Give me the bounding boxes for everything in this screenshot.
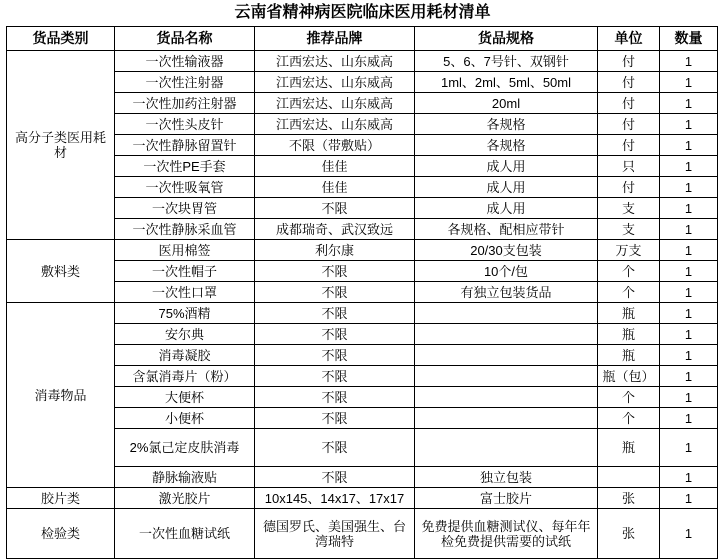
cell-unit: 个 <box>598 408 660 429</box>
column-header-name: 货品名称 <box>115 27 255 51</box>
cell-brand: 德国罗氏、美国强生、台湾瑞特 <box>255 509 415 559</box>
cell-name: 一次性吸氧管 <box>115 177 255 198</box>
cell-unit: 付 <box>598 93 660 114</box>
cell-quantity: 1 <box>660 387 718 408</box>
cell-brand: 不限 <box>255 387 415 408</box>
cell-brand: 不限 <box>255 345 415 366</box>
cell-unit: 支 <box>598 198 660 219</box>
cell-spec <box>415 366 598 387</box>
cell-brand: 不限 <box>255 282 415 303</box>
cell-brand: 成都瑞奇、武汉致远 <box>255 219 415 240</box>
cell-brand: 不限 <box>255 303 415 324</box>
cell-spec: 有独立包装货品 <box>415 282 598 303</box>
cell-brand: 佳佳 <box>255 156 415 177</box>
cell-spec <box>415 303 598 324</box>
cell-category: 胶片类 <box>7 488 115 509</box>
cell-brand: 10x145、14x17、17x17 <box>255 488 415 509</box>
cell-unit: 付 <box>598 114 660 135</box>
cell-name: 一次性口罩 <box>115 282 255 303</box>
cell-brand: 不限 <box>255 324 415 345</box>
cell-category: 检验类 <box>7 509 115 559</box>
cell-name: 一次性静脉采血管 <box>115 219 255 240</box>
cell-brand: 不限 <box>255 198 415 219</box>
cell-name: 医用棉签 <box>115 240 255 261</box>
cell-unit: 瓶 <box>598 324 660 345</box>
cell-unit: 支 <box>598 219 660 240</box>
cell-spec: 20ml <box>415 93 598 114</box>
cell-unit: 付 <box>598 177 660 198</box>
cell-spec <box>415 345 598 366</box>
cell-brand: 江西宏达、山东威高 <box>255 51 415 72</box>
cell-quantity: 1 <box>660 408 718 429</box>
header-row <box>7 27 718 51</box>
cell-quantity: 1 <box>660 114 718 135</box>
cell-quantity: 1 <box>660 240 718 261</box>
column-header-unit: 单位 <box>598 27 660 51</box>
cell-unit: 瓶 <box>598 345 660 366</box>
cell-name: 激光胶片 <box>115 488 255 509</box>
cell-brand: 江西宏达、山东威高 <box>255 114 415 135</box>
cell-spec: 免费提供血糖测试仪、每年年检免费提供需要的试纸 <box>415 509 598 559</box>
cell-category: 消毒物品 <box>7 303 115 488</box>
cell-quantity: 1 <box>660 488 718 509</box>
cell-name: 静脉输液贴 <box>115 467 255 488</box>
cell-quantity: 1 <box>660 345 718 366</box>
cell-unit: 个 <box>598 282 660 303</box>
cell-brand: 江西宏达、山东威高 <box>255 93 415 114</box>
column-header-quantity: 数量 <box>660 27 718 51</box>
cell-brand: 江西宏达、山东威高 <box>255 72 415 93</box>
cell-quantity: 1 <box>660 177 718 198</box>
table-header <box>7 27 718 51</box>
cell-unit: 付 <box>598 51 660 72</box>
cell-name: 含氯消毒片（粉） <box>115 366 255 387</box>
cell-unit: 瓶 <box>598 303 660 324</box>
cell-name: 消毒凝胶 <box>115 345 255 366</box>
cell-unit: 瓶 <box>598 429 660 467</box>
cell-unit <box>598 467 660 488</box>
cell-name: 小便杯 <box>115 408 255 429</box>
cell-quantity: 1 <box>660 261 718 282</box>
cell-name: 一次性头皮针 <box>115 114 255 135</box>
cell-unit: 万支 <box>598 240 660 261</box>
cell-spec: 各规格 <box>415 114 598 135</box>
table-row <box>7 488 718 509</box>
cell-spec: 5、6、7号针、双钢针 <box>415 51 598 72</box>
cell-unit: 付 <box>598 135 660 156</box>
cell-name: 一次性PE手套 <box>115 156 255 177</box>
cell-spec <box>415 408 598 429</box>
cell-spec: 各规格 <box>415 135 598 156</box>
cell-unit: 张 <box>598 509 660 559</box>
cell-category: 高分子类医用耗材 <box>7 51 115 240</box>
cell-spec <box>415 429 598 467</box>
cell-brand: 不限 <box>255 366 415 387</box>
cell-spec <box>415 324 598 345</box>
cell-brand: 佳佳 <box>255 177 415 198</box>
cell-category: 敷料类 <box>7 240 115 303</box>
cell-brand: 不限 <box>255 429 415 467</box>
column-header-brand: 推荐品牌 <box>255 27 415 51</box>
column-header-spec: 货品规格 <box>415 27 598 51</box>
cell-spec: 成人用 <box>415 198 598 219</box>
cell-brand: 不限 <box>255 261 415 282</box>
cell-quantity: 1 <box>660 429 718 467</box>
table-body <box>7 51 718 559</box>
cell-quantity: 1 <box>660 282 718 303</box>
cell-brand: 不限（带敷贴） <box>255 135 415 156</box>
cell-name: 一次性帽子 <box>115 261 255 282</box>
cell-name: 安尔典 <box>115 324 255 345</box>
cell-quantity: 1 <box>660 72 718 93</box>
cell-unit: 瓶（包） <box>598 366 660 387</box>
cell-brand: 不限 <box>255 408 415 429</box>
cell-quantity: 1 <box>660 303 718 324</box>
cell-quantity: 1 <box>660 135 718 156</box>
table-row <box>7 51 718 72</box>
cell-unit: 付 <box>598 72 660 93</box>
cell-spec: 成人用 <box>415 156 598 177</box>
cell-name: 一次性加药注射器 <box>115 93 255 114</box>
table-row <box>7 240 718 261</box>
column-header-category: 货品类别 <box>7 27 115 51</box>
cell-spec: 10个/包 <box>415 261 598 282</box>
cell-name: 一次块胃管 <box>115 198 255 219</box>
cell-quantity: 1 <box>660 219 718 240</box>
table-row <box>7 303 718 324</box>
cell-quantity: 1 <box>660 93 718 114</box>
cell-quantity: 1 <box>660 324 718 345</box>
consumables-table <box>6 26 718 559</box>
cell-name: 2%氯己定皮肤消毒 <box>115 429 255 467</box>
cell-quantity: 1 <box>660 198 718 219</box>
cell-name: 大便杯 <box>115 387 255 408</box>
cell-spec: 富士胶片 <box>415 488 598 509</box>
cell-name: 一次性输液器 <box>115 51 255 72</box>
cell-quantity: 1 <box>660 156 718 177</box>
cell-name: 一次性静脉留置针 <box>115 135 255 156</box>
cell-quantity: 1 <box>660 467 718 488</box>
cell-spec: 20/30支包装 <box>415 240 598 261</box>
cell-spec: 独立包装 <box>415 467 598 488</box>
cell-spec: 各规格、配相应带针 <box>415 219 598 240</box>
cell-brand: 不限 <box>255 467 415 488</box>
cell-spec: 成人用 <box>415 177 598 198</box>
cell-unit: 个 <box>598 261 660 282</box>
table-row <box>7 509 718 559</box>
cell-unit: 个 <box>598 387 660 408</box>
cell-spec: 1ml、2ml、5ml、50ml <box>415 72 598 93</box>
cell-quantity: 1 <box>660 51 718 72</box>
cell-quantity: 1 <box>660 366 718 387</box>
cell-unit: 只 <box>598 156 660 177</box>
cell-name: 一次性注射器 <box>115 72 255 93</box>
cell-quantity: 1 <box>660 509 718 559</box>
page-title: 云南省精神病医院临床医用耗材清单 <box>234 4 491 21</box>
cell-name: 一次性血糖试纸 <box>115 509 255 559</box>
cell-spec <box>415 387 598 408</box>
cell-name: 75%酒精 <box>115 303 255 324</box>
cell-unit: 张 <box>598 488 660 509</box>
cell-brand: 利尔康 <box>255 240 415 261</box>
